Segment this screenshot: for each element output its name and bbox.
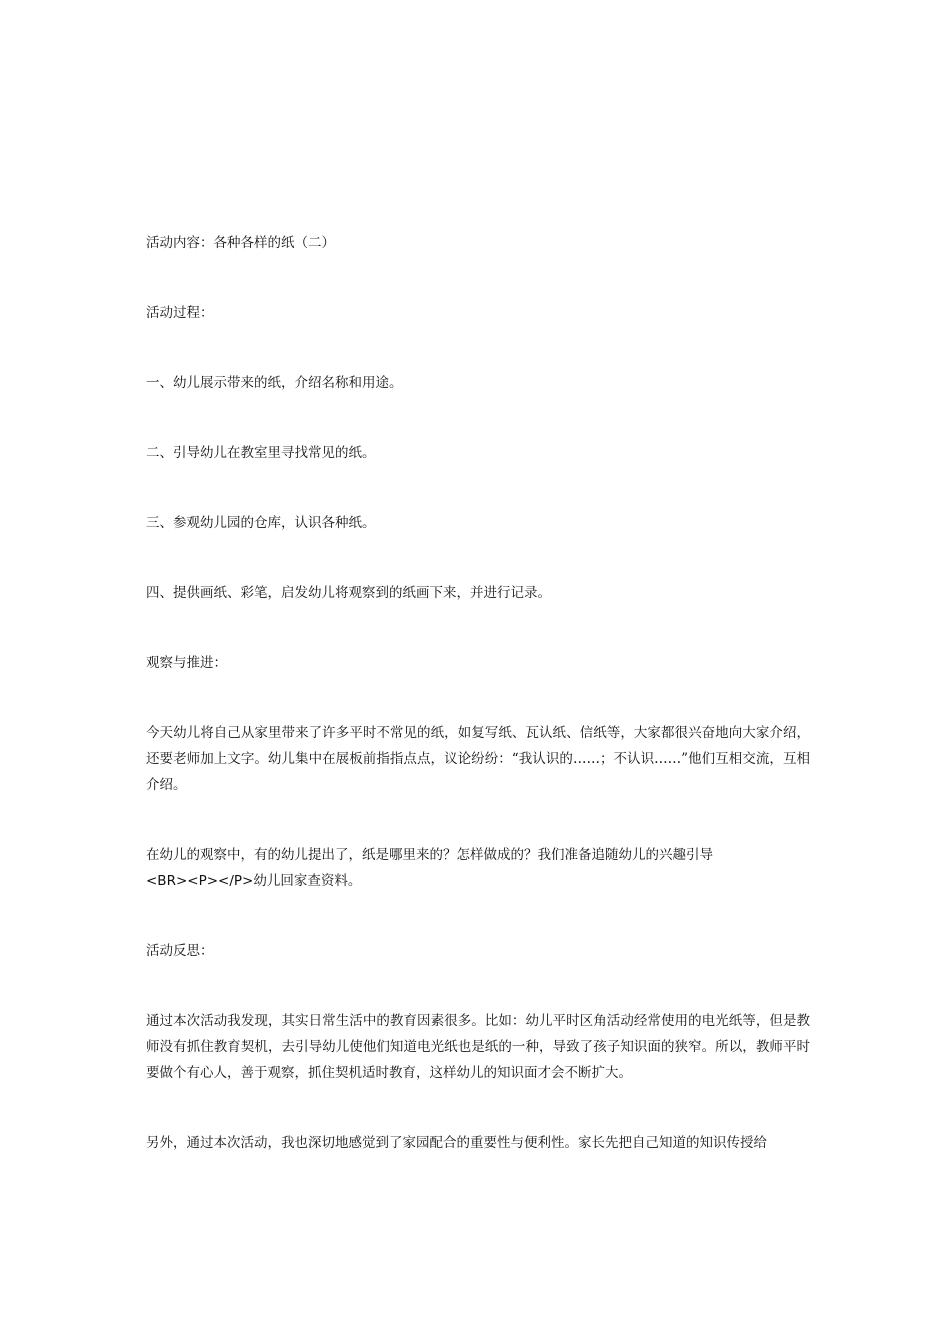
activity-content-line: 活动内容：各种各样的纸（二） [146,235,335,251]
reflection-paragraph-2: 另外，通过本次活动，我也深切地感觉到了家园配合的重要性与便利性。家长先把自己知道的知识传授给 [146,1135,767,1151]
process-step-1: 一、幼儿展示带来的纸，介绍名称和用途。 [146,375,403,391]
reflection-paragraph-1: 通过本次活动我发现，其实日常生活中的教育因素很多。比如：幼儿平时区角活动经常使用的电光纸等，但是教师没有抓住教育契机，去引导幼儿使他们知道电光纸也是纸的一种，导致了孩子知识面的狭窄。所以，教师平时要做个有心人，善于观察，抓住契机适时教育，这样幼儿的知识面才会不断扩大。 [146,1013,810,1081]
reflection-heading: 活动反思： [146,943,214,959]
observation-paragraph-2 [146,842,810,894]
observation-paragraph-1: 今天幼儿将自己从家里带来了许多平时不常见的纸，如复写纸、瓦认纸、信纸等，大家都很兴奋地向大家介绍，还要老师加上文字。幼儿集中在展板前指指点点，议论纷纷：“我认识的……；不认识……”他们互相交流，互相介绍。 [146,725,810,793]
document-body [146,230,810,1200]
process-step-4: 四、提供画纸、彩笔，启发幼儿将观察到的纸画下来，并进行记录。 [146,585,551,601]
process-step-2: 二、引导幼儿在教室里寻找常见的纸。 [146,445,376,461]
process-step-3: 三、参观幼儿园的仓库，认识各种纸。 [146,515,376,531]
observation-paragraph-2-end: 幼儿回家查资料。 [253,873,362,889]
activity-process-heading: 活动过程： [146,305,214,321]
raw-html-tag-text: <BR><P></P> [146,873,254,889]
observation-paragraph-2-text: 在幼儿的观察中，有的幼儿提出了，纸是哪里来的？怎样做成的？我们准备追随幼儿的兴趣引导 [146,847,713,863]
observation-heading: 观察与推进： [146,655,227,671]
